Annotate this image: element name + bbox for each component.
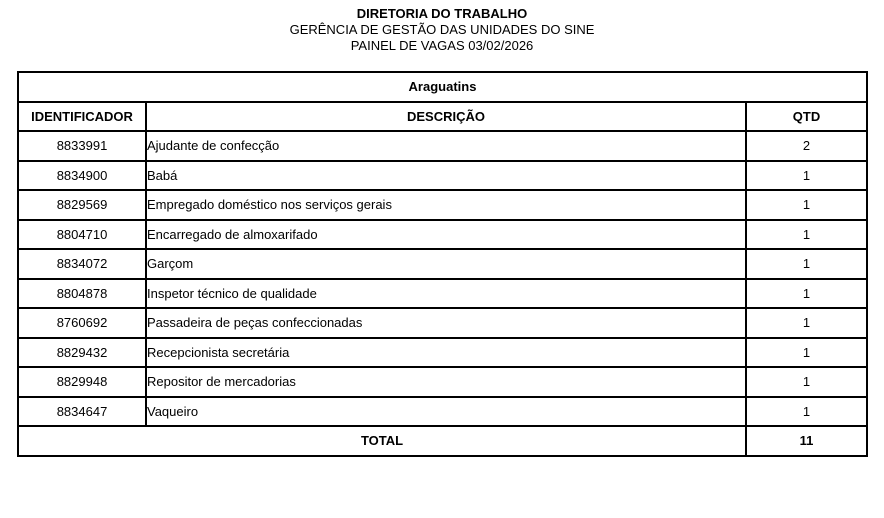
column-header-id: IDENTIFICADOR — [18, 102, 146, 132]
row-description: Garçom — [146, 249, 746, 279]
row-description: Empregado doméstico nos serviços gerais — [146, 190, 746, 220]
row-description: Babá — [146, 161, 746, 191]
row-quantity: 1 — [746, 249, 867, 279]
row-id: 8834072 — [18, 249, 146, 279]
city-name: Araguatins — [18, 72, 867, 102]
row-id: 8834647 — [18, 397, 146, 427]
row-quantity: 1 — [746, 220, 867, 250]
table-row — [18, 190, 867, 220]
row-description: Inspetor técnico de qualidade — [146, 279, 746, 309]
row-id: 8804878 — [18, 279, 146, 309]
column-header-qtd: QTD — [746, 102, 867, 132]
document-header — [0, 6, 884, 54]
header-subtitle: GERÊNCIA DE GESTÃO DAS UNIDADES DO SINE — [289, 22, 595, 37]
city-row — [18, 72, 867, 102]
table-row — [18, 338, 867, 368]
header-date-line: PAINEL DE VAGAS 03/02/2026 — [350, 38, 534, 53]
row-id: 8829948 — [18, 367, 146, 397]
table-row — [18, 397, 867, 427]
row-description: Vaqueiro — [146, 397, 746, 427]
table-body — [18, 131, 867, 426]
row-quantity: 1 — [746, 397, 867, 427]
table-row — [18, 249, 867, 279]
table-row — [18, 220, 867, 250]
row-quantity: 1 — [746, 161, 867, 191]
row-quantity: 1 — [746, 279, 867, 309]
table-row — [18, 279, 867, 309]
row-description: Passadeira de peças confeccionadas — [146, 308, 746, 338]
row-quantity: 2 — [746, 131, 867, 161]
row-id: 8829432 — [18, 338, 146, 368]
table-row — [18, 131, 867, 161]
header-title: DIRETORIA DO TRABALHO — [356, 6, 528, 21]
column-header-row — [18, 102, 867, 132]
total-row — [18, 426, 867, 456]
column-header-desc: DESCRIÇÃO — [146, 102, 746, 132]
row-id: 8834900 — [18, 161, 146, 191]
row-quantity: 1 — [746, 308, 867, 338]
row-description: Recepcionista secretária — [146, 338, 746, 368]
vagas-table — [17, 71, 868, 457]
row-id: 8833991 — [18, 131, 146, 161]
row-id: 8760692 — [18, 308, 146, 338]
row-description: Repositor de mercadorias — [146, 367, 746, 397]
row-description: Ajudante de confecção — [146, 131, 746, 161]
row-id: 8829569 — [18, 190, 146, 220]
table-row — [18, 367, 867, 397]
total-value: 11 — [746, 426, 867, 456]
row-quantity: 1 — [746, 338, 867, 368]
row-description: Encarregado de almoxarifado — [146, 220, 746, 250]
row-quantity: 1 — [746, 190, 867, 220]
table-row — [18, 161, 867, 191]
table-row — [18, 308, 867, 338]
row-quantity: 1 — [746, 367, 867, 397]
row-id: 8804710 — [18, 220, 146, 250]
total-label: TOTAL — [18, 426, 746, 456]
